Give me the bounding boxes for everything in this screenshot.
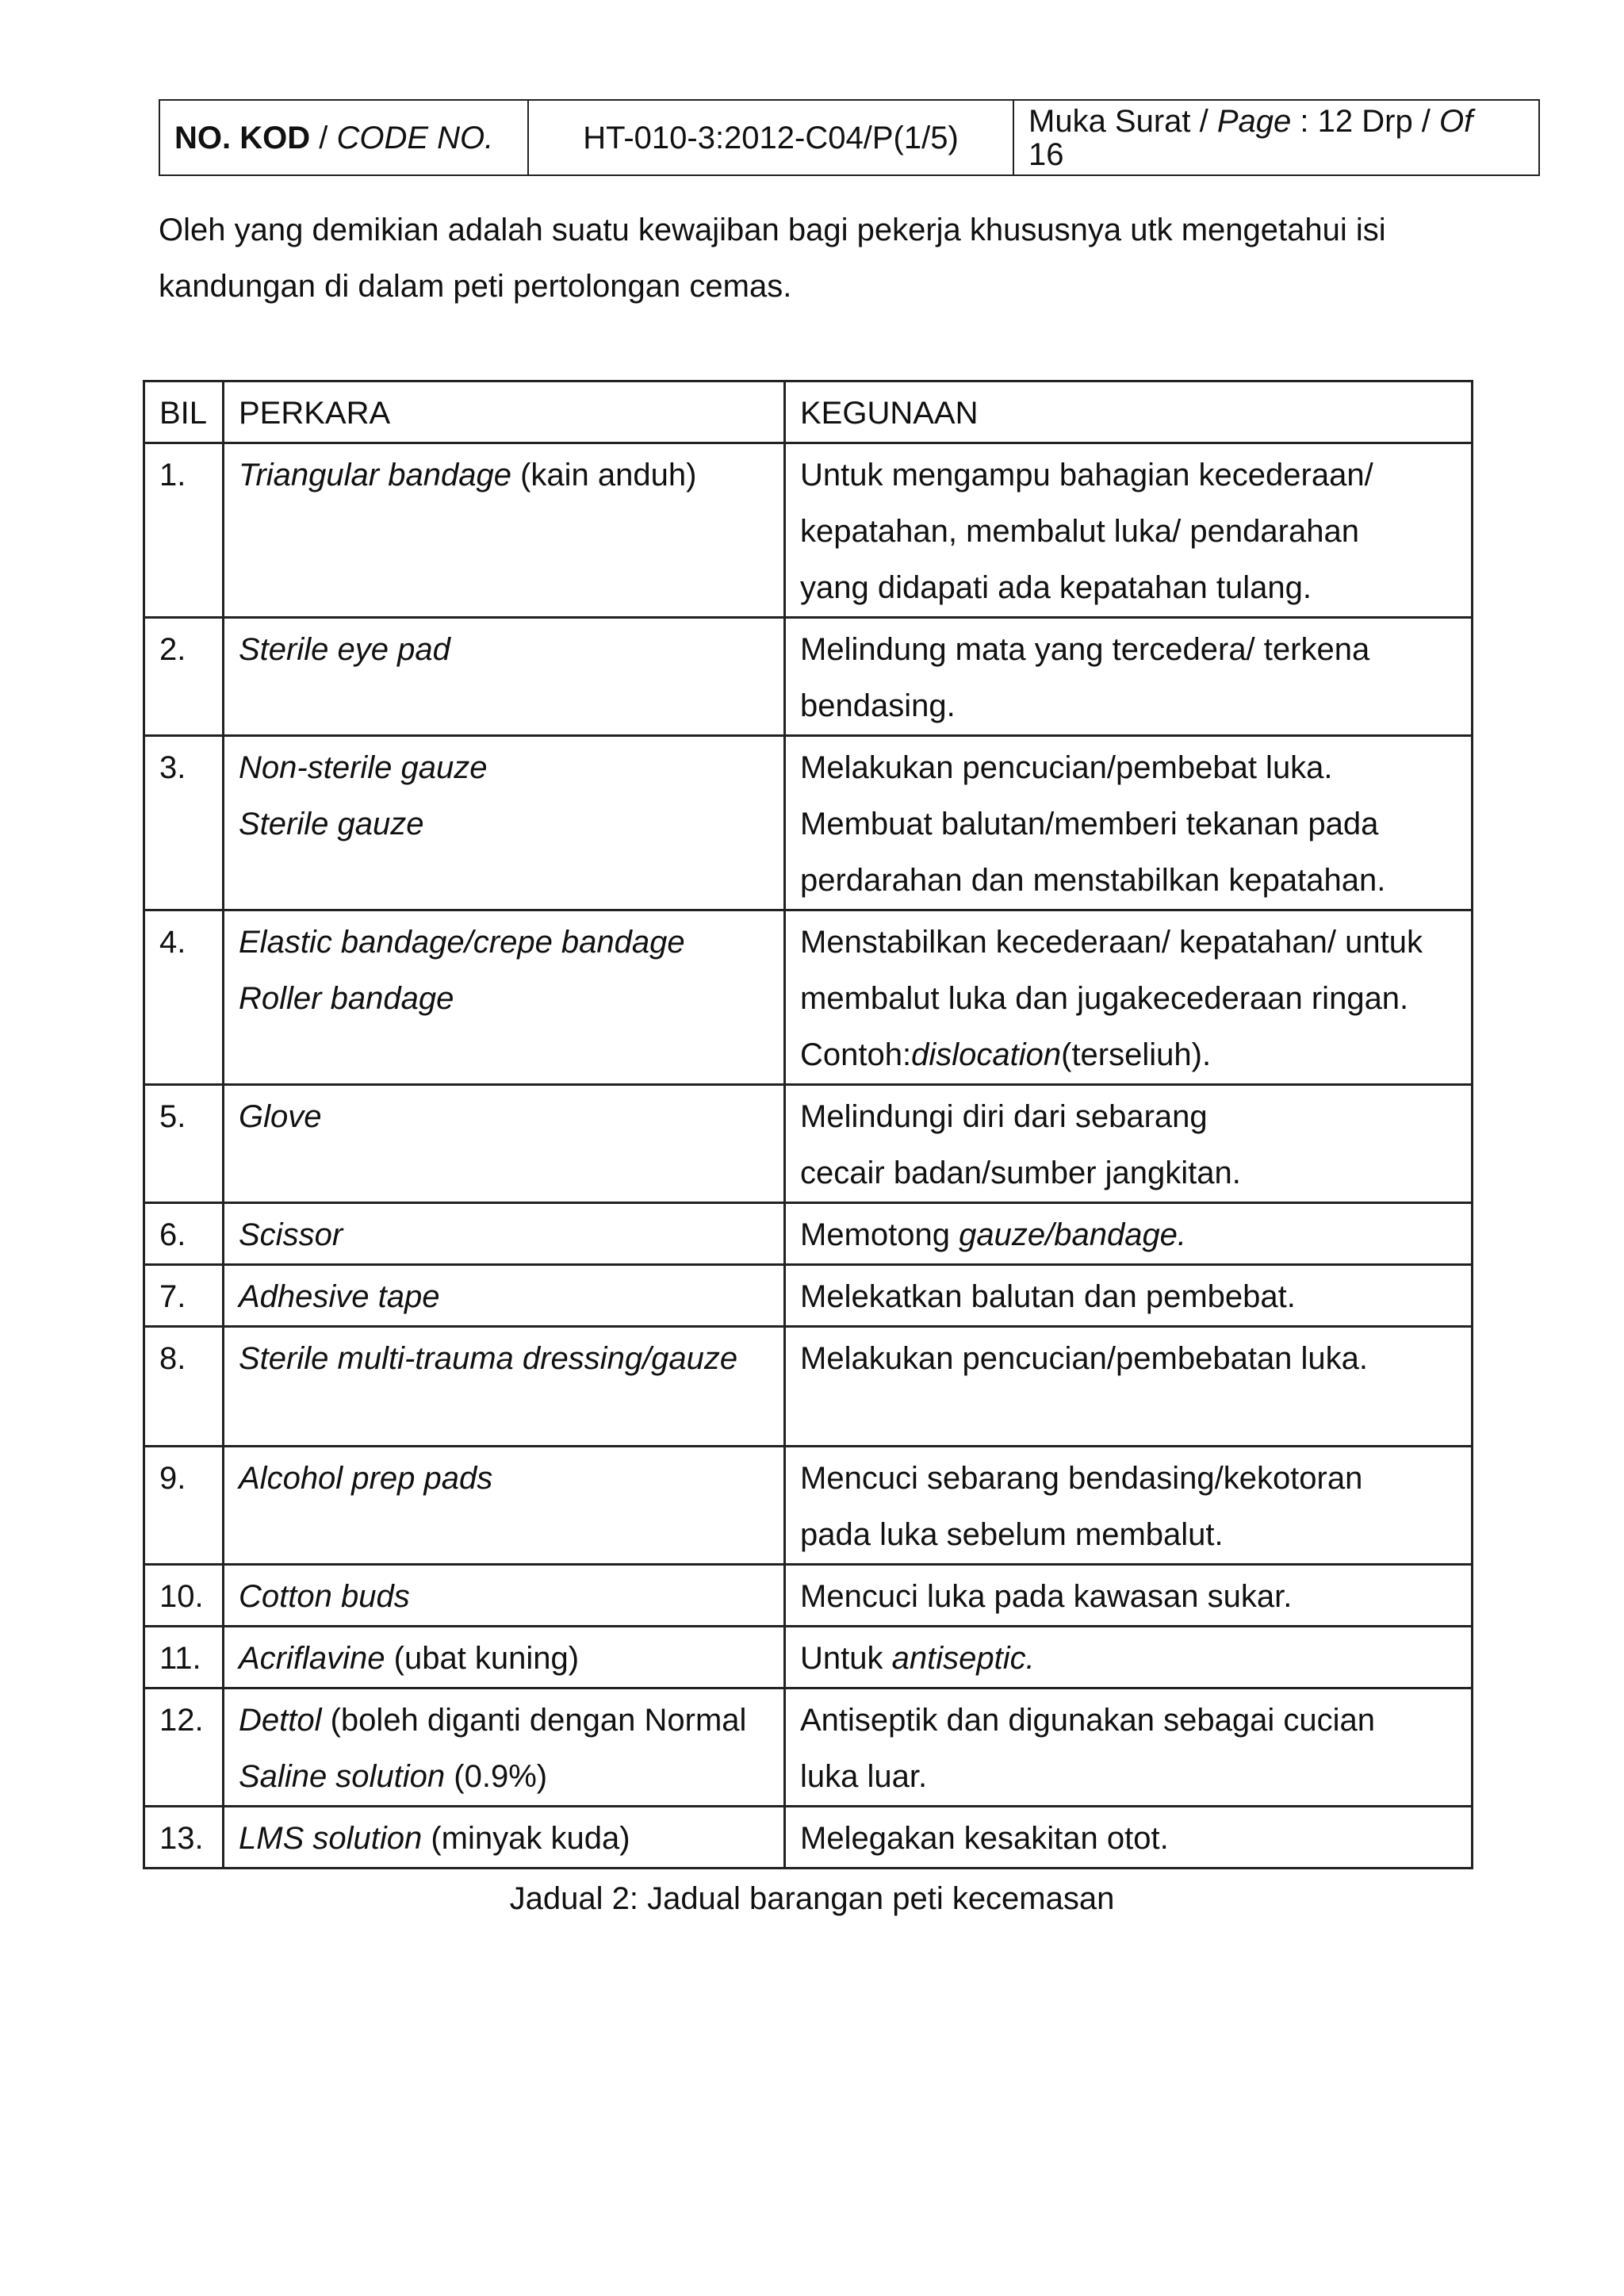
row-number: 9.	[144, 1447, 224, 1565]
item-usage	[785, 1807, 1473, 1869]
item-name-italic: Saline solution	[239, 1759, 446, 1794]
item-name	[224, 1203, 785, 1265]
row-number: 4.	[144, 910, 224, 1085]
row-number: 5.	[144, 1085, 224, 1203]
usage-italic: gauze/bandage.	[959, 1217, 1187, 1252]
item-usage	[785, 443, 1473, 618]
page-label-italic-2: Of	[1439, 103, 1473, 139]
usage-example-line	[800, 1027, 1471, 1083]
usage-line: Mencuci luka pada kawasan sukar.	[800, 1579, 1293, 1614]
code-label-bold: NO. KOD	[174, 120, 311, 155]
item-usage	[785, 736, 1473, 910]
item-usage	[785, 1203, 1473, 1265]
table-row	[144, 910, 1473, 1085]
intro-paragraph: Oleh yang demikian adalah suatu kewajiban bagi pekerja khususnya utk mengetahui isi kandungan di dalam peti pertolongan cemas.	[159, 213, 1386, 304]
item-name	[224, 1447, 785, 1565]
usage-line: Melegakan kesakitan otot.	[800, 1821, 1169, 1856]
usage-line: luka luar.	[800, 1759, 928, 1794]
page-number-cell	[1013, 100, 1539, 175]
item-usage	[785, 1327, 1473, 1447]
row-number: 3.	[144, 736, 224, 910]
table-row	[144, 1085, 1473, 1203]
first-aid-items-table	[143, 380, 1473, 1869]
item-name	[224, 443, 785, 618]
table-header-row	[144, 381, 1473, 443]
item-name-line	[239, 1692, 783, 1749]
header-bil: BIL	[144, 381, 224, 443]
item-usage	[785, 1627, 1473, 1688]
table-row	[144, 443, 1473, 618]
item-usage	[785, 1085, 1473, 1203]
usage-italic: antiseptic.	[891, 1641, 1035, 1676]
item-name-plain: (kain anduh)	[511, 458, 697, 493]
item-usage	[785, 1265, 1473, 1327]
page-label-1: Muka Surat /	[1028, 103, 1217, 139]
table-row	[144, 1565, 1473, 1627]
usage-line: Untuk mengampu bahagian kecederaan/	[800, 458, 1373, 493]
table-row	[144, 1688, 1473, 1807]
header-perkara: PERKARA	[224, 381, 785, 443]
row-number: 8.	[144, 1327, 224, 1447]
item-usage	[785, 618, 1473, 736]
item-name	[224, 736, 785, 910]
item-name	[224, 1627, 785, 1688]
table-row	[144, 1265, 1473, 1327]
item-name-italic: Sterile eye pad	[239, 632, 450, 667]
item-name-italic: Glove	[239, 1099, 322, 1134]
table-caption: Jadual 2: Jadual barangan peti kecemasan	[509, 1881, 1115, 1916]
usage-line: Mencuci sebarang bendasing/kekotoran	[800, 1461, 1363, 1496]
item-name	[224, 1085, 785, 1203]
row-number: 11.	[144, 1627, 224, 1688]
document-code-header	[159, 99, 1540, 176]
item-name	[224, 1265, 785, 1327]
code-value: HT-010-3:2012-C04/P(1/5)	[583, 120, 959, 155]
table-row	[144, 1627, 1473, 1688]
row-number: 7.	[144, 1265, 224, 1327]
item-name-italic: Dettol	[239, 1703, 322, 1738]
item-name	[224, 1688, 785, 1807]
item-usage	[785, 1447, 1473, 1565]
page-label-italic: Page	[1216, 103, 1292, 139]
item-name-italic: Scissor	[239, 1217, 343, 1252]
table-row	[144, 1203, 1473, 1265]
usage-line: cecair badan/sumber jangkitan.	[800, 1156, 1241, 1190]
table-row	[144, 1447, 1473, 1565]
usage-line: bendasing.	[800, 688, 956, 723]
item-name-italic: Cotton buds	[239, 1579, 410, 1614]
usage-line: Melindungi diri dari sebarang	[800, 1099, 1208, 1134]
item-name-line: Roller bandage	[239, 981, 454, 1016]
row-number: 13.	[144, 1807, 224, 1869]
usage-line: Melakukan pencucian/pembebatan luka.	[800, 1341, 1369, 1376]
item-usage	[785, 1565, 1473, 1627]
row-number: 6.	[144, 1203, 224, 1265]
item-name-line: Sterile gauze	[239, 807, 424, 841]
code-label-italic: CODE NO.	[336, 120, 494, 155]
usage-line: kepatahan, membalut luka/ pendarahan	[800, 514, 1359, 549]
item-name-italic: Acriflavine	[239, 1641, 385, 1676]
usage-line: perdarahan dan menstabilkan kepatahan.	[800, 863, 1386, 898]
item-name-italic: LMS solution	[239, 1821, 423, 1856]
table-row	[144, 1807, 1473, 1869]
page-label-2: : 12 Drp /	[1291, 103, 1440, 139]
usage-plain: Untuk	[800, 1641, 892, 1676]
item-name	[224, 1327, 785, 1447]
item-name-plain: (minyak kuda)	[422, 1821, 630, 1856]
code-value-cell	[528, 100, 1013, 175]
item-name-italic: Sterile multi-trauma dressing/gauze	[239, 1341, 738, 1376]
table-row	[144, 618, 1473, 736]
item-name-italic: Alcohol prep pads	[239, 1461, 493, 1496]
row-number: 12.	[144, 1688, 224, 1807]
item-name-italic: Adhesive tape	[239, 1279, 440, 1314]
usage-line: membalut luka dan jugakecederaan ringan.	[800, 981, 1409, 1016]
item-name	[224, 618, 785, 736]
usage-example-prefix: Contoh:	[800, 1037, 912, 1072]
usage-line: Membuat balutan/memberi tekanan pada	[800, 807, 1379, 841]
usage-line: Melindung mata yang tercedera/ terkena	[800, 632, 1370, 667]
usage-plain: Memotong	[800, 1217, 959, 1252]
page-total: 16	[1028, 136, 1064, 172]
usage-example-term: dislocation	[911, 1037, 1062, 1072]
item-usage	[785, 910, 1473, 1085]
usage-line: yang didapati ada kepatahan tulang.	[800, 570, 1312, 605]
item-name	[224, 1807, 785, 1869]
usage-line: pada luka sebelum membalut.	[800, 1517, 1224, 1552]
usage-line: Menstabilkan kecederaan/ kepatahan/ untuk	[800, 925, 1423, 960]
item-name-plain: (ubat kuning)	[385, 1641, 580, 1676]
usage-line: Melakukan pencucian/pembebat luka.	[800, 750, 1333, 785]
row-number: 1.	[144, 443, 224, 618]
usage-line: Melekatkan balutan dan pembebat.	[800, 1279, 1296, 1314]
row-number: 10.	[144, 1565, 224, 1627]
item-name	[224, 910, 785, 1085]
item-name-plain: (boleh diganti dengan Normal	[321, 1703, 747, 1738]
code-label-separator: /	[310, 120, 337, 155]
item-name-line	[239, 1749, 783, 1805]
item-name	[224, 1565, 785, 1627]
usage-example-suffix: (terseliuh).	[1061, 1037, 1212, 1072]
item-name-italic: Triangular bandage	[239, 458, 511, 493]
code-label-cell	[159, 100, 528, 175]
item-name-line: Non-sterile gauze	[239, 750, 488, 785]
row-number: 2.	[144, 618, 224, 736]
item-name-plain: (0.9%)	[445, 1759, 548, 1794]
table-row	[144, 736, 1473, 910]
item-name-line: Elastic bandage/crepe bandage	[239, 925, 685, 960]
header-kegunaan: KEGUNAAN	[785, 381, 1473, 443]
item-usage	[785, 1688, 1473, 1807]
table-row	[144, 1327, 1473, 1447]
usage-line: Antiseptik dan digunakan sebagai cucian	[800, 1703, 1375, 1738]
